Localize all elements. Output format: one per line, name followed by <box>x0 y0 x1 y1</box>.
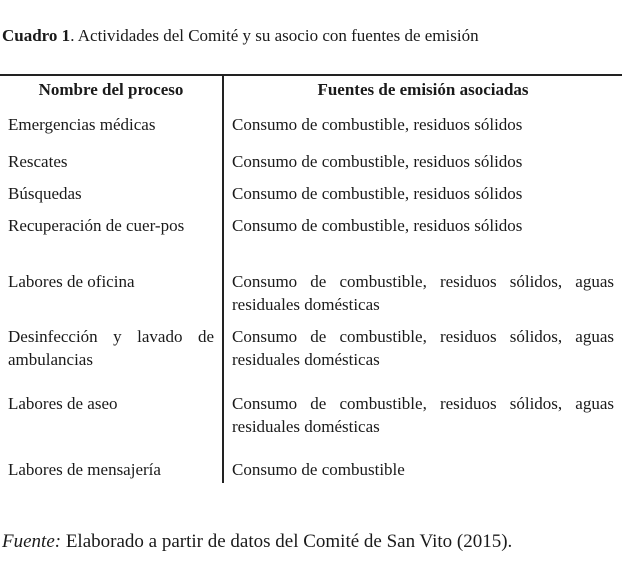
row-process: Rescates <box>8 152 68 171</box>
table-caption <box>2 26 479 46</box>
row-sources: Consumo de combustible, residuos sólidos <box>232 115 523 134</box>
row-sources: Consumo de combustible, residuos sólidos, aguas residuales domésticas <box>232 327 614 369</box>
source-text: Elaborado a partir de datos del Comité de San Vito (2015). <box>61 531 513 552</box>
row-process: Desinfección y lavado de ambulancias <box>8 327 214 369</box>
row-sources: Consumo de combustible, residuos sólidos <box>232 216 523 235</box>
row-sources: Consumo de combustible, residuos sólidos, aguas residuales domésticas <box>232 272 614 314</box>
row-sources: Consumo de combustible, residuos sólidos <box>232 184 523 203</box>
row-process: Emergencias médicas <box>8 115 156 134</box>
row-process: Labores de oficina <box>8 272 135 291</box>
column-divider <box>222 75 224 483</box>
row-sources: Consumo de combustible <box>232 460 405 479</box>
caption-label: Cuadro 1 <box>2 26 71 45</box>
table-source-note <box>2 531 512 553</box>
row-process: Recuperación de cuer-pos <box>8 216 185 235</box>
row-process: Labores de aseo <box>8 394 118 413</box>
table-top-rule <box>0 74 622 76</box>
row-process: Labores de mensajería <box>8 460 161 479</box>
row-process: Búsquedas <box>8 184 82 203</box>
header-process: Nombre del proceso <box>38 80 184 99</box>
row-sources: Consumo de combustible, residuos sólidos, aguas residuales domésticas <box>232 394 614 436</box>
source-label: Fuente: <box>2 531 62 552</box>
row-sources: Consumo de combustible, residuos sólidos <box>232 152 523 171</box>
header-sources: Fuentes de emisión asociadas <box>317 80 529 99</box>
caption-text: . Actividades del Comité y su asocio con fuentes de emisión <box>70 26 479 45</box>
